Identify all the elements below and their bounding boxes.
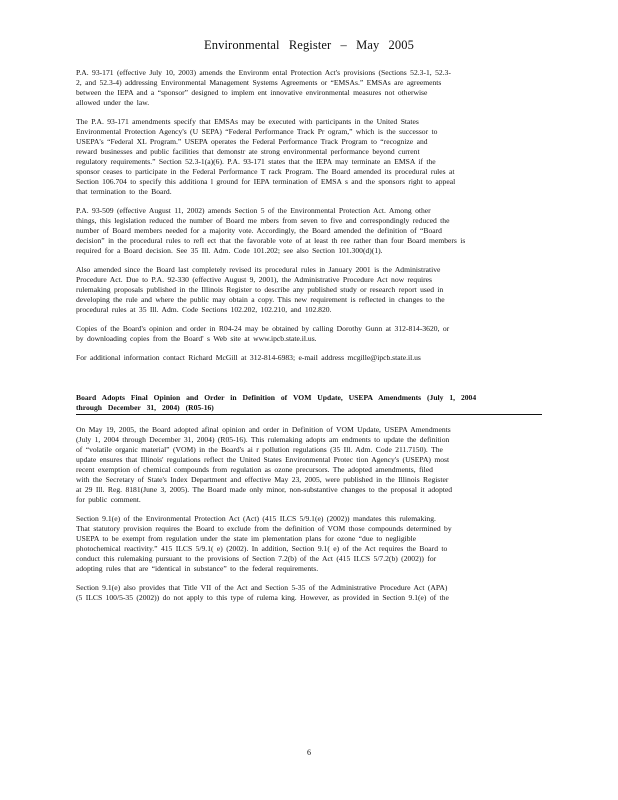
section-spacer <box>76 372 542 393</box>
text-line: with the Secretary of State's Index Department and effective May 23, 2005, were published in the Illinois Register <box>76 475 449 484</box>
text-line: reward businesses and public facilities that demonstr ate strong environmental performance beyond current <box>76 147 420 156</box>
text-line: USEPA's “Federal XL Program.” USEPA operates the Federal Performance Track Program to “recognize and <box>76 137 428 146</box>
text-line: that termination to the Board. <box>76 187 172 196</box>
text-line: adopting rules that are “identical in substance” to the federal requirements. <box>76 564 319 573</box>
paragraph-title-vii <box>76 583 542 603</box>
text-line: sponsor ceases to participate in the Federal Performance T rack Program. The Board amended its procedural rules at <box>76 167 455 176</box>
paragraph-emsa-amendments <box>76 117 542 197</box>
text-line: required for a Board decision. See 35 Ill. Adm. Code 101.202; see also Section 101.300(d)(1). <box>76 246 383 255</box>
text-line: regulatory requirements.” Section 52.3-1(a)(6). P.A. 93-171 states that the IEPA may terminate an EMSA if the <box>76 157 436 166</box>
text-line: rulemaking proposals published in the Illinois Register to describe any published study or research report used in <box>76 285 444 294</box>
text-line: of “volatile organic material” (VOM) in the Board's ai r pollution regulations (35 Ill. Adm. Code 211.7150). The <box>76 445 443 454</box>
text-line: USEPA to be exempt from regulation under the state im plementation plans for ozone “due to negligible <box>76 534 417 543</box>
text-line: P.A. 93-509 (effective August 11, 2002) amends Section 5 of the Environmental Protection Act. Among other <box>76 206 431 215</box>
text-line: update ensures that Illinois' regulations reflect the United States Environmental Protec tion Agency's (USEPA) most <box>76 455 450 464</box>
text-line: (July 1, 2004 through December 31, 2004) (R05-16). This rulemaking adopts am endments to update the definition <box>76 435 450 444</box>
text-line: (5 ILCS 100/5-35 (2002)) do not apply to this type of rulema king. However, as provided in Section 9.1(e) of the <box>76 593 449 602</box>
section-heading-line: through December 31, 2004) (R05-16) <box>76 403 214 412</box>
text-line: between the IEPA and a “sponsor” designed to implem ent innovative environmental measures not otherwise <box>76 88 428 97</box>
text-line: things, this legislation reduced the number of Board me mbers from seven to five and correspondingly reduced the <box>76 216 450 225</box>
text-line: The P.A. 93-171 amendments specify that EMSAs may be executed with participants in the United States <box>76 117 419 126</box>
paragraph-section-9-1e <box>76 514 542 574</box>
text-line: That statutory provision requires the Board to exclude from the definition of VOM those compounds determined by <box>76 524 452 533</box>
page-header: Environmental Register – May 2005 <box>204 38 414 52</box>
paragraph-vom-update <box>76 425 542 505</box>
text-line: procedural rules at 35 Ill. Adm. Code Sections 102.202, 102.210, and 102.820. <box>76 305 332 314</box>
text-line: P.A. 93-171 (effective July 10, 2003) amends the Environm ental Protection Act's provisions (Sections 52.3-1, 52.3- <box>76 68 451 77</box>
section-heading-line: Board Adopts Final Opinion and Order in Definition of VOM Update, USEPA Amendments (July 1, 2004 <box>76 393 477 402</box>
text-line: Section 106.704 to specify this additiona l ground for IEPA termination of EMSA s and the sponsors right to appeal <box>76 177 456 186</box>
text-line: 2, and 52.3-4) addressing Environmental Management Systems Agreements or “EMSAs.” EMSAs are agreements <box>76 78 442 87</box>
text-line: conduct this rulemaking pursuant to the provisions of Section 7.2(b) of the Act (415 ILCS 5/7.2(b) (2002)) for <box>76 554 437 563</box>
text-line: allowed under the law. <box>76 98 150 107</box>
text-line: decision” in the procedural rules to refl ect that the favorable vote of at least th ree rather than four Board members is <box>76 236 466 245</box>
paragraph-pa-93-171 <box>76 68 542 108</box>
text-line: Procedure Act. Due to P.A. 92-330 (effective August 9, 2001), the Administrative Procedure Act now requires <box>76 275 432 284</box>
text-line: On May 19, 2005, the Board adopted afinal opinion and order in Definition of VOM Update, USEPA Amendments <box>76 425 451 434</box>
text-line: Section 9.1(e) also provides that Title VII of the Act and Section 5-35 of the Administrative Procedure Act (APA) <box>76 583 448 592</box>
text-line: Also amended since the Board last completely revised its procedural rules in January 2001 is the Administrative <box>76 265 441 274</box>
paragraph-pa-93-509 <box>76 206 542 256</box>
paragraph-administrative-procedure-act <box>76 265 542 315</box>
section-heading <box>76 393 542 415</box>
text-line: developing the rule and where the public may obtain a copy. This new requirement is reflected in changes to the <box>76 295 445 304</box>
paragraph-contact <box>76 353 542 363</box>
text-line: Section 9.1(e) of the Environmental Protection Act (Act) (415 ILCS 5/9.1(e) (2002)) mandates this rulemaking. <box>76 514 436 523</box>
text-line: by downloading copies from the Board' s Web site at www.ipcb.state.il.us. <box>76 334 317 343</box>
paragraph-copies <box>76 324 542 344</box>
text-line: at 29 Ill. Reg. 8181(June 3, 2005). The Board made only minor, non-substantive changes to the proposal it adopted <box>76 485 453 494</box>
text-line: For additional information contact Richard McGill at 312-814-6983; e-mail address mcgille@ipcb.state.il.us <box>76 353 421 362</box>
text-line: Environmental Protection Agency's (U SEPA) “Federal Performance Track Pr ogram,” which is the successor to <box>76 127 438 136</box>
text-line: number of Board members needed for a majority vote. Accordingly, the Board amended the definition of “Board <box>76 226 442 235</box>
text-line: recent exemption of chemical compounds from regulation as ozone precursors. The adopted amendments, filed <box>76 465 433 474</box>
text-line: Copies of the Board's opinion and order in R04-24 may be obtained by calling Dorothy Gunn at 312-814-3620, or <box>76 324 450 333</box>
text-line: for public comment. <box>76 495 141 504</box>
page-number: 6 <box>307 748 311 757</box>
page-content <box>76 68 542 612</box>
text-line: photochemical reactivity.” 415 ILCS 5/9.1( e) (2002). In addition, Section 9.1( e) of the Act requires the Board to <box>76 544 448 553</box>
